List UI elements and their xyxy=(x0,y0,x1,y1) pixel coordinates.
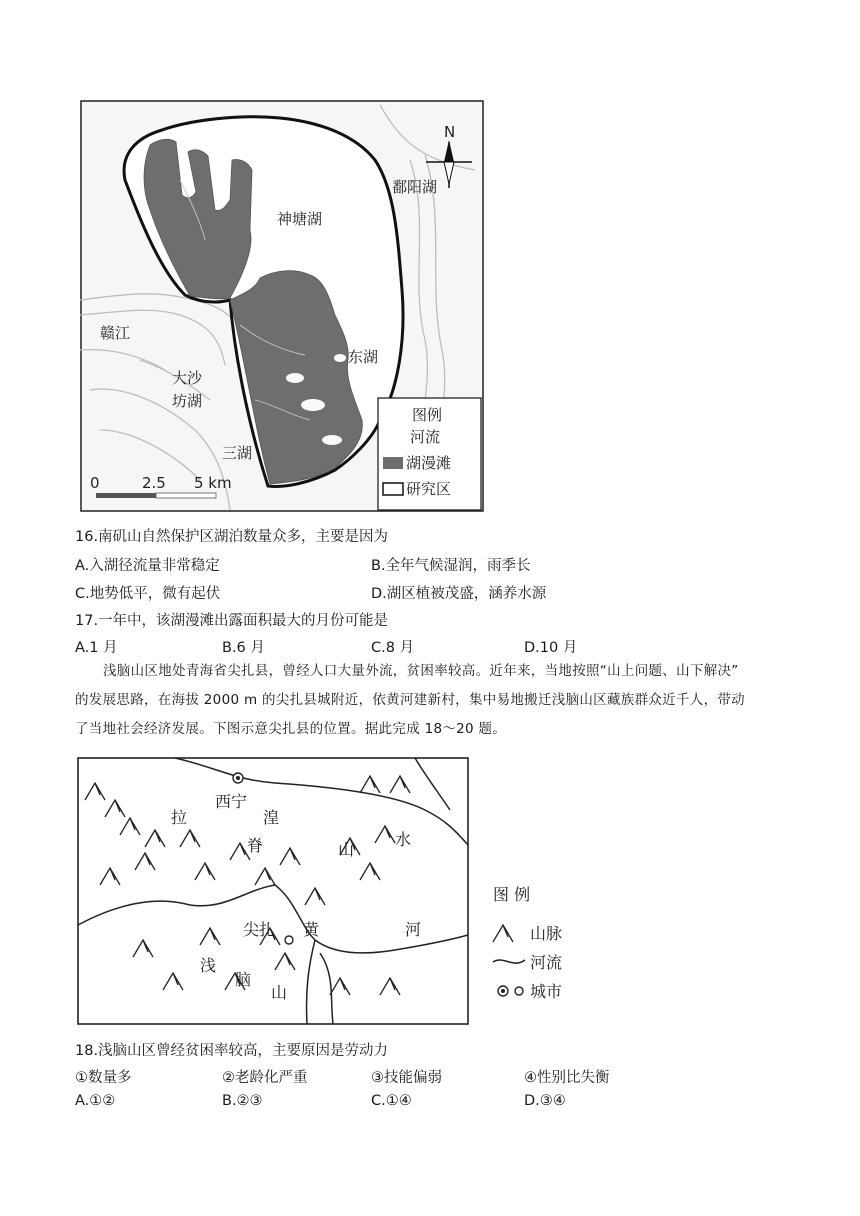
q17-option-a[interactable]: A.1 月 xyxy=(75,640,118,656)
map2-legend-river: 河流 xyxy=(530,953,563,972)
q18-stem: 18.浅脑山区曾经贫困率较高，主要原因是劳动力 xyxy=(75,1043,389,1059)
legend-title: 图例 xyxy=(412,406,443,424)
label-dashafang-2: 坊湖 xyxy=(172,392,203,410)
map2-legend-mountain: 山脉 xyxy=(530,924,563,943)
q18-item-2: ②老龄化严重 xyxy=(222,1070,308,1086)
q16-option-b[interactable]: B.全年气候湿润，雨季长 xyxy=(371,558,531,574)
city-xining-icon xyxy=(233,773,243,783)
passage-line-2: 的发展思路，在海拔 2000 m 的尖扎县城附近，依黄河建新村，集中易地搬迁浅脑山区藏族群众近千人，带动 xyxy=(75,692,745,708)
q18-option-a[interactable]: A.①② xyxy=(75,1093,116,1109)
q18-item-3: ③技能偏弱 xyxy=(371,1070,442,1086)
passage xyxy=(75,657,785,744)
label-huang: 湟 xyxy=(263,808,280,827)
scale-bar xyxy=(96,493,216,498)
label-xining: 西宁 xyxy=(215,792,248,811)
legend-river: 河流 xyxy=(410,428,441,446)
q16-option-a[interactable]: A.入湖径流量非常稳定 xyxy=(75,558,220,574)
label-ji: 脊 xyxy=(247,836,264,855)
q16-stem: 16.南矶山自然保护区湖泊数量众多，主要是因为 xyxy=(75,529,389,545)
legend-study-area: 研究区 xyxy=(406,480,452,498)
q18-option-b[interactable]: B.②③ xyxy=(222,1093,263,1109)
label-he: 河 xyxy=(405,920,422,939)
city-jianzha-icon xyxy=(285,936,293,944)
label-shui: 水 xyxy=(395,830,412,849)
legend-floodplain: 湖漫滩 xyxy=(406,454,452,472)
q17-option-d[interactable]: D.10 月 xyxy=(524,640,578,656)
label-la: 拉 xyxy=(171,808,188,827)
passage-line-1: 浅脑山区地处青海省尖扎县，曾经人口大量外流，贫困率较高。近年来，当地按照“山上问题、山下解决” xyxy=(103,663,739,679)
q18-option-d[interactable]: D.③④ xyxy=(524,1093,566,1109)
label-huang-river: 黄 xyxy=(303,920,320,939)
label-ganjiang: 赣江 xyxy=(100,324,131,342)
label-donghu: 东湖 xyxy=(348,348,379,366)
label-qian: 浅 xyxy=(200,956,217,975)
q18-item-4: ④性别比失衡 xyxy=(524,1070,610,1086)
passage-line-3: 了当地社会经济发展。下图示意尖扎县的位置。据此完成 18～20 题。 xyxy=(75,721,507,737)
q17-option-b[interactable]: B.6 月 xyxy=(222,640,265,656)
label-shan: 山 xyxy=(338,840,355,859)
map2-legend-city: 城市 xyxy=(530,982,563,1001)
label-dashafang-1: 大沙 xyxy=(172,369,203,387)
map2-legend-title: 图 例 xyxy=(493,885,531,904)
label-shentang: 神塘湖 xyxy=(277,210,323,228)
north-label: N xyxy=(444,123,456,141)
label-shan2: 山 xyxy=(271,983,288,1002)
jianzha-map xyxy=(75,755,575,1027)
q17-stem: 17.一年中，该湖漫滩出露面积最大的月份可能是 xyxy=(75,613,389,629)
scale-label-2-5: 2.5 xyxy=(142,474,166,492)
q18-option-c[interactable]: C.①④ xyxy=(371,1093,412,1109)
q16-option-c[interactable]: C.地势低平，微有起伏 xyxy=(75,586,221,602)
label-jianzha: 尖扎 xyxy=(243,920,276,939)
scale-label-0: 0 xyxy=(90,474,100,492)
label-poyang: 鄱阳湖 xyxy=(392,178,438,196)
q18-item-1: ①数量多 xyxy=(75,1070,132,1086)
lake-map xyxy=(80,100,484,512)
q16-option-d[interactable]: D.湖区植被茂盛，涵养水源 xyxy=(371,586,547,602)
label-nao: 脑 xyxy=(235,970,252,989)
q17-option-c[interactable]: C.8 月 xyxy=(371,640,415,656)
label-sanhu: 三湖 xyxy=(222,444,253,462)
scale-label-5km: 5 km xyxy=(194,474,232,492)
